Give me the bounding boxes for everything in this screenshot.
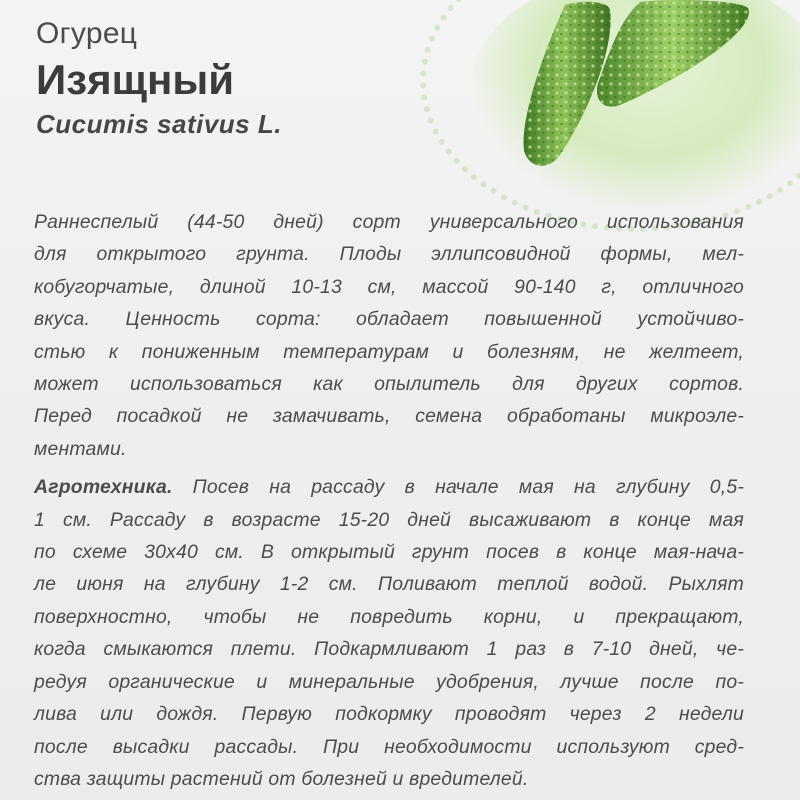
cucumber-photo-icon <box>500 0 800 175</box>
variety-name: Изящный <box>36 56 235 103</box>
description-line: Перед посадкой не замачивать, семена обработаны микроэле- <box>34 405 744 428</box>
description-line: ментами. <box>34 437 127 460</box>
agrotech-line: после высадки рассады. При необходимости используют сред- <box>34 735 744 758</box>
description-text <box>34 206 744 795</box>
agrotech-line: лива или дождя. Первую подкормку проводят через 2 недели <box>34 703 744 726</box>
latin-name: Cucumis sativus L. <box>36 109 282 139</box>
description-line: вкуса. Ценность сорта: обладает повышенной устойчиво- <box>34 308 744 331</box>
description-line: может использоваться как опылитель для других сортов. <box>34 373 744 396</box>
agrotech-line: ле июня на глубину 1-2 см. Поливают теплой водой. Рыхлят <box>34 573 744 596</box>
agrotech-line: 1 см. Рассаду в возрасте 15-20 дней высаживают в конце мая <box>34 508 744 531</box>
description-line: для открытого грунта. Плоды эллипсовидной формы, мел- <box>34 243 744 266</box>
agrotech-first-line-text: Посев на рассаду в начале мая на глубину 0,5- <box>172 476 744 499</box>
description-line: Раннеспелый (44-50 дней) сорт универсального использования <box>34 211 744 233</box>
agrotech-first-line <box>34 471 744 503</box>
agrotech-heading: Агротехника. <box>34 476 173 499</box>
agrotech-line: по схеме 30х40 см. В открытый грунт посев в конце мая-нача- <box>34 541 744 564</box>
agrotech-line: ства защиты растений от болезней и вредителей. <box>34 767 529 790</box>
crop-kind: Огурец <box>36 17 138 50</box>
description-line: стью к пониженным температурам и болезням, не желтеет, <box>34 340 744 363</box>
agrotech-line: когда смыкаются плети. Подкармливают 1 раз в 7-10 дней, че- <box>34 638 744 661</box>
agrotech-line: поверхностно, чтобы не повредить корни, и прекращают, <box>34 605 744 628</box>
description-line: кобугорчатые, длиной 10-13 см, массой 90-140 г, отличного <box>34 275 744 298</box>
title-block <box>36 14 282 142</box>
agrotech-line: редуя органические и минеральные удобрения, лучше после по- <box>34 670 744 693</box>
